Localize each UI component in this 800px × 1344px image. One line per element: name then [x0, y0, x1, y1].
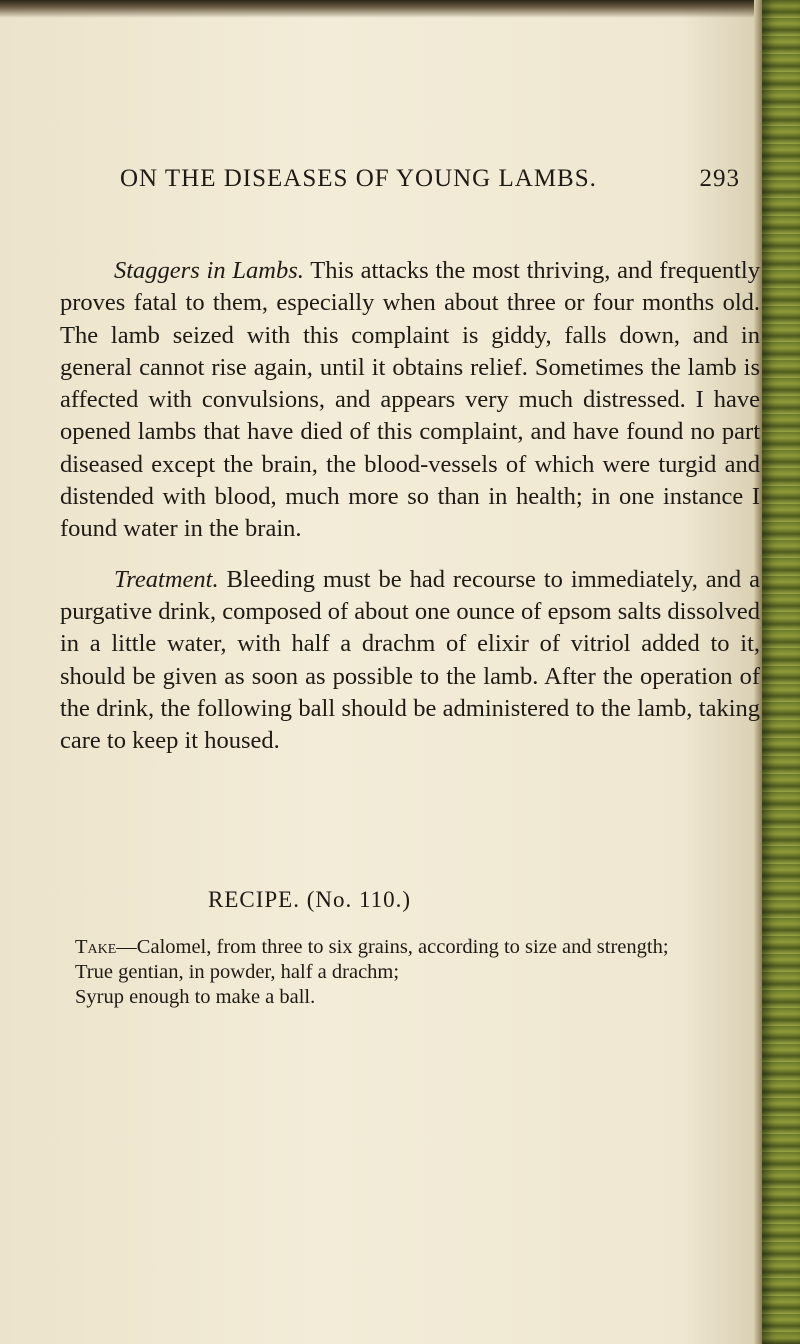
recipe-take-word: Take [75, 936, 117, 958]
staggers-paragraph [60, 255, 760, 546]
recipe-title: RECIPE. (No. 110.) [208, 887, 412, 912]
book-binding [762, 0, 800, 1344]
treatment-heading: Treatment. [114, 565, 219, 593]
treatment-text: Bleeding must be had recourse to immediately, and a purgative drink, composed of about one ounce of epsom salts dissolved in a little water, with half a drachm of elixir of vitriol added to it, should be given as soon as possible to the lamb. After the operation of the drink, the following ball should be administered to the lamb, taking care to keep it housed. [60, 565, 760, 755]
page-top-shadow [0, 0, 800, 18]
recipe-line-1: —Calomel, from three to six grains, according to size and strength; [116, 936, 669, 958]
running-head-title: ON THE DISEASES OF YOUNG LAMBS. [120, 165, 597, 192]
page-number: 293 [699, 165, 740, 192]
recipe-list [75, 935, 715, 1010]
treatment-paragraph [60, 564, 760, 758]
recipe-line-calomel [75, 935, 715, 960]
staggers-text: This attacks the most thriving, and frequently proves fatal to them, especially when about three or four months old. The lamb seized with this complaint is giddy, falls down, and in general cannot rise again, until it obtains relief. Sometimes the lamb is affected with convulsions, and appears very much distressed. I have opened lambs that have died of this complaint, and have found no part diseased except the brain, the blood-vessels of which were turgid and distended with blood, much more so than in health; in one instance I found water in the brain. [60, 257, 760, 543]
running-head [120, 165, 740, 193]
staggers-heading: Staggers in Lambs. [114, 257, 304, 284]
body-text [60, 255, 760, 757]
recipe-line-gentian: True gentian, in powder, half a drachm; [75, 961, 400, 983]
recipe-line-syrup: Syrup enough to make a ball. [75, 986, 316, 1008]
